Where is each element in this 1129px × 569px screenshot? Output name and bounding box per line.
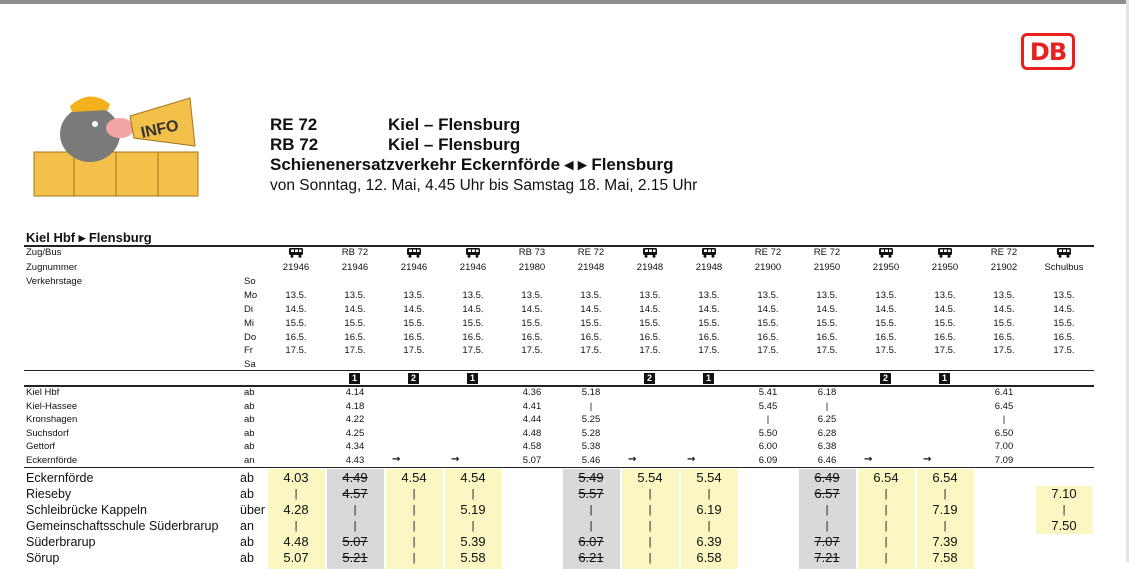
stop-name: Kiel-Hassee xyxy=(26,400,78,412)
time-cell: | xyxy=(471,520,475,532)
section-title: Kiel Hbf ▸ Flensburg xyxy=(26,230,152,245)
column-day-date: 14.5. xyxy=(757,304,779,315)
time-cell: 4.54 xyxy=(401,470,427,485)
stop-name: Kiel Hbf xyxy=(26,387,60,398)
column-train-label: RE 72 xyxy=(813,247,841,258)
time-cell: | xyxy=(353,504,357,516)
time-cell: 6.46 xyxy=(817,455,837,466)
time-cell: 5.50 xyxy=(758,427,778,439)
bus-icon xyxy=(701,248,717,258)
bus-icon xyxy=(937,248,953,258)
stop-name: Sörup xyxy=(26,551,60,565)
column-number: 21900 xyxy=(754,262,782,273)
column-day-date: 14.5. xyxy=(462,304,484,315)
bus-icon xyxy=(1056,248,1072,258)
column-day-date: 17.5. xyxy=(875,345,897,356)
stop-name: Süderbrarup xyxy=(26,535,96,549)
time-cell: 5.57 xyxy=(578,486,604,501)
stop-flag: an xyxy=(244,455,255,466)
column-day-date: 17.5. xyxy=(462,345,484,356)
column-number: Schulbus xyxy=(1044,262,1084,273)
column-day-date: 15.5. xyxy=(462,318,484,329)
column-number: 21948 xyxy=(695,262,723,273)
time-cell: 5.07 xyxy=(283,550,309,565)
label-verkehrstage: Verkehrstage xyxy=(26,276,82,287)
mole-mascot-image xyxy=(30,86,202,198)
header-line-1-route: Kiel – Flensburg xyxy=(388,115,521,134)
column-day-date: 14.5. xyxy=(580,304,602,315)
time-cell: 6.38 xyxy=(817,441,837,453)
footnote-badge-1: 1 xyxy=(467,373,478,384)
column-day-date: 16.5. xyxy=(462,332,484,343)
stop-flag: ab xyxy=(240,551,254,565)
stop-flag: ab xyxy=(240,471,254,485)
column-day-date: 14.5. xyxy=(698,304,720,315)
time-cell: 6.41 xyxy=(994,387,1014,398)
column-number: 21950 xyxy=(813,262,841,273)
time-cell: 6.54 xyxy=(873,470,899,485)
time-cell: | xyxy=(353,520,357,532)
column-number: 21948 xyxy=(636,262,664,273)
column-day-date: 15.5. xyxy=(521,318,543,329)
continuation-arrow: → xyxy=(923,454,932,465)
column-day-date: 14.5. xyxy=(816,304,838,315)
bus-icon xyxy=(406,248,422,258)
time-cell: | xyxy=(884,488,888,500)
column-day-date: 16.5. xyxy=(580,332,602,343)
column-day-date: 15.5. xyxy=(993,318,1015,329)
column-day-date: 14.5. xyxy=(639,304,661,315)
weekday-label: So xyxy=(244,276,256,287)
time-cell: | xyxy=(1002,414,1006,426)
column-number: 21948 xyxy=(577,262,605,273)
column-day-date: 13.5. xyxy=(344,290,366,301)
column-day-date: 17.5. xyxy=(816,345,838,356)
time-cell: | xyxy=(412,552,416,564)
time-cell: | xyxy=(707,520,711,532)
bus-icon xyxy=(642,248,658,258)
column-day-date: 17.5. xyxy=(344,345,366,356)
time-cell: 5.41 xyxy=(758,387,778,398)
stop-name: Eckernförde xyxy=(26,471,94,485)
time-cell: 6.07 xyxy=(578,534,604,549)
weekday-label: Fr xyxy=(244,345,253,356)
time-cell: 7.09 xyxy=(994,455,1014,466)
time-cell: 6.21 xyxy=(578,550,604,565)
column-day-date: 15.5. xyxy=(757,318,779,329)
column-day-date: 17.5. xyxy=(580,345,602,356)
time-cell: 7.21 xyxy=(814,550,840,565)
continuation-arrow: → xyxy=(864,454,873,465)
footnote-badge-2: 2 xyxy=(644,373,655,384)
time-cell: | xyxy=(884,520,888,532)
column-day-date: 14.5. xyxy=(875,304,897,315)
column-day-date: 17.5. xyxy=(285,345,307,356)
time-cell: | xyxy=(648,536,652,548)
rule-above-badges xyxy=(24,370,1094,371)
column-day-date: 13.5. xyxy=(993,290,1015,301)
column-day-date: 14.5. xyxy=(934,304,956,315)
time-cell: | xyxy=(412,488,416,500)
stop-name: Rieseby xyxy=(26,487,72,501)
time-cell: 6.25 xyxy=(817,414,837,426)
column-day-date: 13.5. xyxy=(580,290,602,301)
column-number: 21946 xyxy=(282,262,310,273)
column-day-date: 16.5. xyxy=(816,332,838,343)
time-cell: | xyxy=(294,488,298,500)
stop-flag: über xyxy=(240,503,266,517)
column-day-date: 16.5. xyxy=(875,332,897,343)
stop-name: Kronshagen xyxy=(26,414,78,426)
stop-name: Eckernförde xyxy=(26,455,78,466)
column-day-date: 13.5. xyxy=(521,290,543,301)
time-cell: | xyxy=(648,504,652,516)
time-cell: 5.54 xyxy=(696,470,722,485)
time-cell: | xyxy=(884,536,888,548)
time-cell: 4.48 xyxy=(522,427,542,439)
column-number: 21950 xyxy=(931,262,959,273)
time-cell: | xyxy=(471,488,475,500)
header-line-2-code: RB 72 xyxy=(270,135,319,154)
column-day-date: 17.5. xyxy=(639,345,661,356)
column-train-label: RE 72 xyxy=(990,247,1018,258)
column-day-date: 13.5. xyxy=(1053,290,1075,301)
column-day-date: 15.5. xyxy=(403,318,425,329)
time-cell: 4.34 xyxy=(345,441,365,453)
time-cell: | xyxy=(766,414,770,426)
time-cell: 4.28 xyxy=(283,502,309,517)
weekday-label: Do xyxy=(244,332,257,343)
db-logo: DB xyxy=(1021,33,1075,70)
time-cell: | xyxy=(648,488,652,500)
time-cell: 5.28 xyxy=(581,427,601,439)
time-cell: 5.19 xyxy=(460,502,486,517)
time-cell: 7.07 xyxy=(814,534,840,549)
time-cell: 4.49 xyxy=(342,470,368,485)
column-day-date: 16.5. xyxy=(285,332,307,343)
column-train-label: RE 72 xyxy=(577,247,605,258)
column-day-date: 15.5. xyxy=(285,318,307,329)
time-cell: 4.54 xyxy=(460,470,486,485)
footnote-badge-1: 1 xyxy=(939,373,950,384)
bus-icon xyxy=(465,248,481,258)
column-train-label: RE 72 xyxy=(754,247,782,258)
column-day-date: 15.5. xyxy=(875,318,897,329)
time-cell: 6.00 xyxy=(758,441,778,453)
time-cell: 6.54 xyxy=(932,470,958,485)
time-cell: 5.46 xyxy=(581,455,601,466)
time-cell: 7.50 xyxy=(1051,518,1077,533)
time-cell: | xyxy=(589,504,593,516)
column-number: 21946 xyxy=(459,262,487,273)
weekday-label: Mo xyxy=(244,290,258,301)
time-cell: 4.25 xyxy=(345,427,365,439)
stop-flag: ab xyxy=(240,487,254,501)
time-cell: 6.58 xyxy=(696,550,722,565)
bus-icon xyxy=(288,248,304,258)
column-day-date: 15.5. xyxy=(1053,318,1075,329)
time-cell: | xyxy=(884,552,888,564)
column-number: 21946 xyxy=(341,262,369,273)
column-train-label: RB 73 xyxy=(518,247,546,258)
time-cell: 6.28 xyxy=(817,427,837,439)
column-day-date: 16.5. xyxy=(1053,332,1075,343)
time-cell: 7.39 xyxy=(932,534,958,549)
column-day-date: 16.5. xyxy=(757,332,779,343)
time-cell: 7.19 xyxy=(932,502,958,517)
label-zug-bus: Zug/Bus xyxy=(26,247,62,258)
time-cell: 4.14 xyxy=(345,387,365,398)
bus-icon xyxy=(878,248,894,258)
time-cell: 6.09 xyxy=(758,455,778,466)
footnote-badge-2: 2 xyxy=(880,373,891,384)
time-cell: | xyxy=(412,504,416,516)
column-day-date: 15.5. xyxy=(698,318,720,329)
stop-name: Suchsdorf xyxy=(26,427,69,439)
weekday-label: Sa xyxy=(244,359,256,370)
footnote-badge-1: 1 xyxy=(703,373,714,384)
time-cell: 6.50 xyxy=(994,427,1014,439)
time-cell: | xyxy=(943,520,947,532)
continuation-arrow: → xyxy=(451,454,460,465)
validity-text: von Sonntag, 12. Mai, 4.45 Uhr bis Samstag 18. Mai, 2.15 Uhr xyxy=(270,177,698,194)
column-day-date: 14.5. xyxy=(344,304,366,315)
time-cell: 6.39 xyxy=(696,534,722,549)
continuation-arrow: → xyxy=(392,454,401,465)
weekday-label: Mi xyxy=(244,318,255,329)
time-cell: 7.58 xyxy=(932,550,958,565)
weekday-label: Di xyxy=(244,304,253,315)
time-cell: 5.18 xyxy=(581,387,601,398)
time-cell: 5.25 xyxy=(581,414,601,426)
time-cell: 6.45 xyxy=(994,400,1014,412)
time-cell: 4.58 xyxy=(522,441,542,453)
column-day-date: 13.5. xyxy=(462,290,484,301)
column-number: 21902 xyxy=(990,262,1018,273)
stop-name: Gettorf xyxy=(26,441,56,453)
column-day-date: 14.5. xyxy=(1053,304,1075,315)
stop-flag: an xyxy=(240,519,254,533)
column-train-label: RB 72 xyxy=(341,247,369,258)
time-cell: 4.36 xyxy=(522,387,542,398)
column-day-date: 13.5. xyxy=(875,290,897,301)
time-cell: 5.39 xyxy=(460,534,486,549)
time-cell: 7.10 xyxy=(1051,486,1077,501)
time-cell: 5.54 xyxy=(637,470,663,485)
column-day-date: 16.5. xyxy=(934,332,956,343)
stop-name: Gemeinschaftsschule Süderbrarup xyxy=(26,519,219,533)
column-day-date: 13.5. xyxy=(698,290,720,301)
column-day-date: 16.5. xyxy=(993,332,1015,343)
time-cell: 5.07 xyxy=(522,455,542,466)
column-day-date: 16.5. xyxy=(403,332,425,343)
column-number: 21946 xyxy=(400,262,428,273)
column-number: 21950 xyxy=(872,262,900,273)
column-day-date: 16.5. xyxy=(639,332,661,343)
column-day-date: 13.5. xyxy=(403,290,425,301)
column-day-date: 17.5. xyxy=(934,345,956,356)
time-cell: 7.00 xyxy=(994,441,1014,453)
column-day-date: 16.5. xyxy=(344,332,366,343)
column-day-date: 15.5. xyxy=(816,318,838,329)
footnote-badge-1: 1 xyxy=(349,373,360,384)
column-day-date: 15.5. xyxy=(934,318,956,329)
time-cell: | xyxy=(589,400,593,412)
column-day-date: 13.5. xyxy=(816,290,838,301)
time-cell: 4.48 xyxy=(283,534,309,549)
stop-flag: ab xyxy=(244,414,255,426)
time-cell: 4.41 xyxy=(522,400,542,412)
time-cell: | xyxy=(943,488,947,500)
time-cell: 4.44 xyxy=(522,414,542,426)
time-cell: 6.49 xyxy=(814,470,840,485)
column-day-date: 13.5. xyxy=(757,290,779,301)
time-cell: | xyxy=(648,520,652,532)
column-day-date: 15.5. xyxy=(580,318,602,329)
stop-flag: ab xyxy=(244,441,255,453)
time-cell: 4.43 xyxy=(345,455,365,466)
column-day-date: 17.5. xyxy=(521,345,543,356)
stop-flag: ab xyxy=(240,535,254,549)
stop-flag: ab xyxy=(244,400,255,412)
rule-above-big xyxy=(24,467,1094,468)
label-zugnummer: Zugnummer xyxy=(26,262,78,273)
time-cell: | xyxy=(648,552,652,564)
time-cell: 4.22 xyxy=(345,414,365,426)
column-day-date: 17.5. xyxy=(698,345,720,356)
continuation-arrow: → xyxy=(628,454,637,465)
time-cell: 6.18 xyxy=(817,387,837,398)
time-cell: 6.57 xyxy=(814,486,840,501)
column-day-date: 16.5. xyxy=(698,332,720,343)
column-day-date: 16.5. xyxy=(521,332,543,343)
time-cell: | xyxy=(412,536,416,548)
top-border xyxy=(0,0,1129,4)
column-day-date: 14.5. xyxy=(285,304,307,315)
column-day-date: 14.5. xyxy=(993,304,1015,315)
time-cell: | xyxy=(294,520,298,532)
stop-flag: ab xyxy=(244,387,255,398)
column-day-date: 13.5. xyxy=(639,290,661,301)
sev-title: Schienenersatzverkehr Eckernförde ◂ ▸ Flensburg xyxy=(270,155,674,174)
time-cell: 5.58 xyxy=(460,550,486,565)
header-line-1-code: RE 72 xyxy=(270,115,318,134)
column-day-date: 17.5. xyxy=(757,345,779,356)
column-day-date: 13.5. xyxy=(934,290,956,301)
time-cell: | xyxy=(884,504,888,516)
time-cell: 5.38 xyxy=(581,441,601,453)
time-cell: 6.19 xyxy=(696,502,722,517)
time-cell: | xyxy=(412,520,416,532)
time-cell: | xyxy=(825,504,829,516)
time-cell: | xyxy=(589,520,593,532)
time-cell: | xyxy=(825,400,829,412)
time-cell: | xyxy=(707,488,711,500)
column-day-date: 17.5. xyxy=(1053,345,1075,356)
time-cell: | xyxy=(1062,504,1066,516)
time-cell: 5.49 xyxy=(578,470,604,485)
mascot-sign-text: INFO xyxy=(139,117,181,142)
stop-name: Schleibrücke Kappeln xyxy=(26,503,147,517)
column-day-date: 17.5. xyxy=(993,345,1015,356)
column-day-date: 17.5. xyxy=(403,345,425,356)
stop-flag: ab xyxy=(244,427,255,439)
time-cell: 5.07 xyxy=(342,534,368,549)
column-day-date: 15.5. xyxy=(639,318,661,329)
time-cell: 4.18 xyxy=(345,400,365,412)
continuation-arrow: → xyxy=(687,454,696,465)
column-day-date: 14.5. xyxy=(521,304,543,315)
time-cell: | xyxy=(825,520,829,532)
column-day-date: 13.5. xyxy=(285,290,307,301)
footnote-badge-2: 2 xyxy=(408,373,419,384)
time-cell: 4.57 xyxy=(342,486,368,501)
column-day-date: 14.5. xyxy=(403,304,425,315)
column-day-date: 15.5. xyxy=(344,318,366,329)
time-cell: 4.03 xyxy=(283,470,309,485)
time-cell: 5.21 xyxy=(342,550,368,565)
header-line-2-route: Kiel – Flensburg xyxy=(388,135,521,154)
column-number: 21980 xyxy=(518,262,546,273)
time-cell: 5.45 xyxy=(758,400,778,412)
